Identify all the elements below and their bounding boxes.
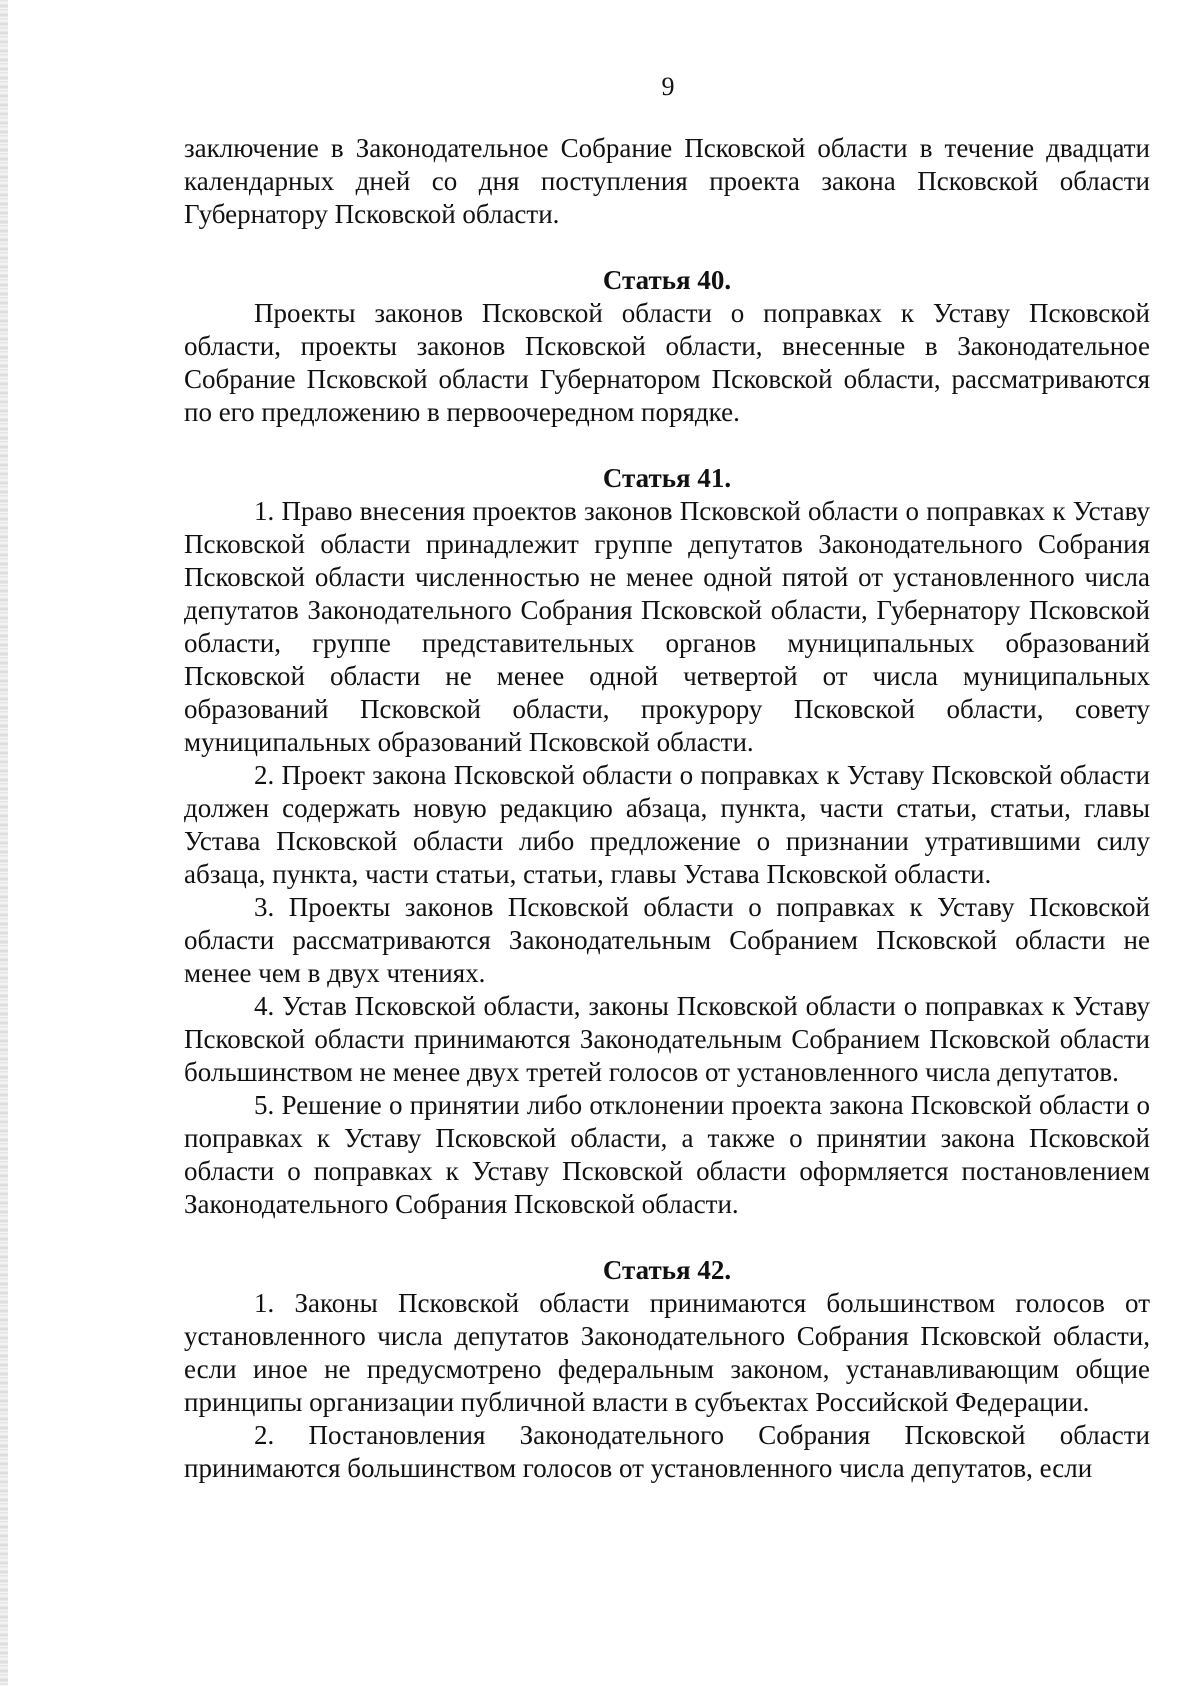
article-42-paragraph-2: 2. Постановления Законодательного Собрания Псковской области принимаются большинством голосов от установленного числа депутатов, если — [184, 1420, 1150, 1483]
article-41-paragraph-3: 3. Проекты законов Псковской области о поправках к Уставу Псковской области рассматриваются Законодательным Собранием Псковской области не менее чем в двух чтениях. — [184, 892, 1150, 988]
article-40-paragraph: Проекты законов Псковской области о поправках к Уставу Псковской области, проекты законов Псковской области, внесенные в Законодательное Собрание Псковской области Губернатором Псковской области, рассматриваются по его предложению в первоочередном порядке. — [184, 298, 1150, 427]
page-number: 9 — [661, 72, 675, 101]
article-41-title: Статья 41. — [602, 463, 732, 493]
article-42-title: Статья 42. — [602, 1255, 732, 1285]
scan-edge — [0, 0, 8, 1686]
document-body — [184, 132, 1150, 1485]
continuation-paragraph: заключение в Законодательное Собрание Псковской области в течение двадцати календарных дней со дня поступления проекта закона Псковской области Губернатору Псковской области. — [184, 133, 1150, 229]
article-41-paragraph-2: 2. Проект закона Псковской области о поправках к Уставу Псковской области должен содержать новую редакцию абзаца, пункта, части статьи, статьи, главы Устава Псковской области либо предложение о признании утратившими силу абзаца, пункта, части статьи, статьи, главы Устава Псковской области. — [184, 760, 1150, 889]
article-41-paragraph-5: 5. Решение о принятии либо отклонении проекта закона Псковской области о поправках к Уставу Псковской области, а также о принятии закона Псковской области о поправках к Уставу Псковской области оформляется постановлением Законодательного Собрания Псковской области. — [184, 1090, 1150, 1219]
article-42-paragraph-1: 1. Законы Псковской области принимаются большинством голосов от установленного числа депутатов Законодательного Собрания Псковской области, если иное не предусмотрено федеральным законом, устанавливающим общие принципы организации публичной власти в субъектах Российской Федерации. — [184, 1288, 1150, 1417]
article-41-paragraph-1: 1. Право внесения проектов законов Псковской области о поправках к Уставу Псковской области принадлежит группе депутатов Законодательного Собрания Псковской области численностью не менее одной пятой от установленного числа депутатов Законодательного Собрания Псковской области, Губернатору Псковской области, группе представительных органов муниципальных образований Псковской области не менее одной четвертой от числа муниципальных образований Псковской области, прокурору Псковской области, совету муниципальных образований Псковской области. — [184, 496, 1150, 757]
article-41-paragraph-4: 4. Устав Псковской области, законы Псковской области о поправках к Уставу Псковской области принимаются Законодательным Собранием Псковской области большинством не менее двух третей голосов от установленного числа депутатов. — [184, 991, 1150, 1087]
article-40-title: Статья 40. — [602, 265, 732, 295]
